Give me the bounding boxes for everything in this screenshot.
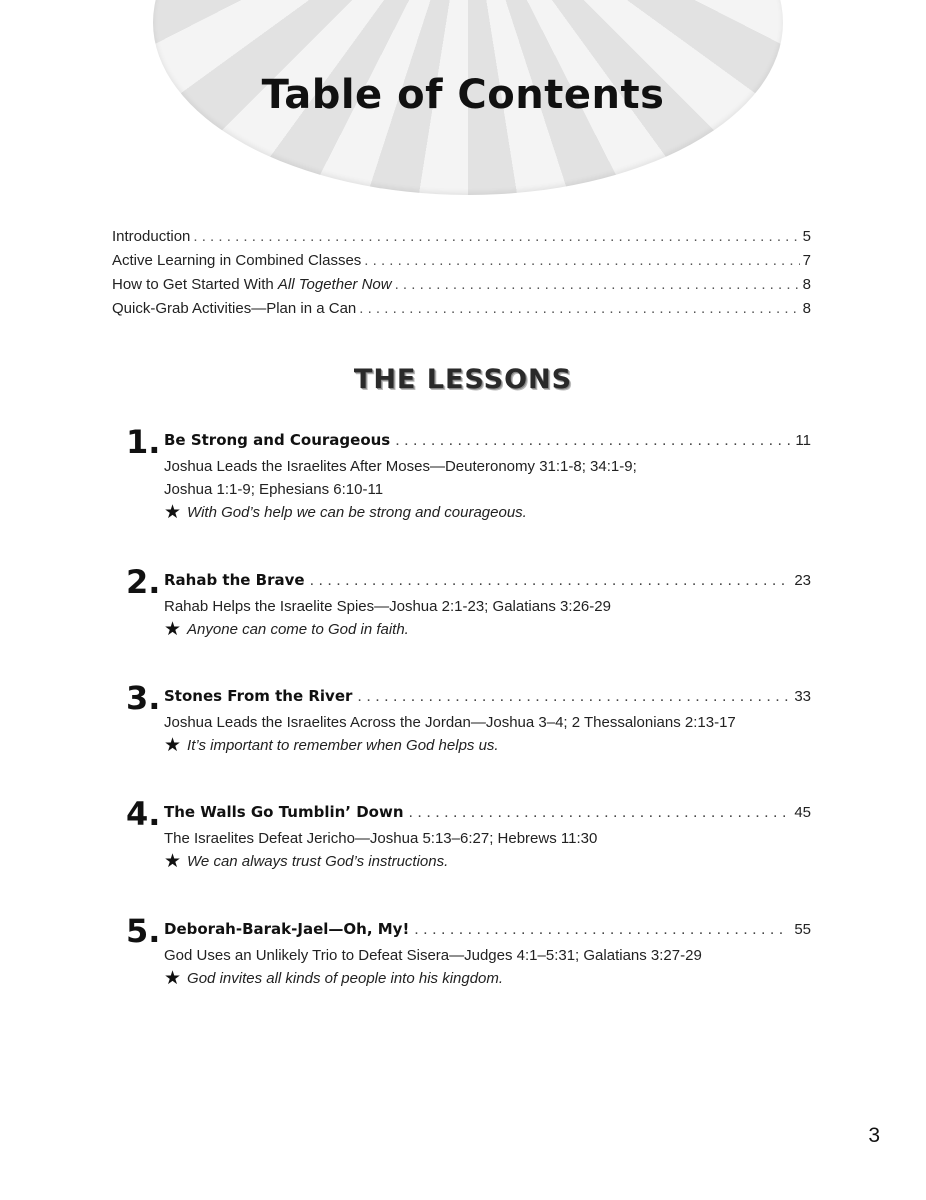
lesson-number: 5. bbox=[126, 912, 161, 950]
lesson-title: Stones From the River bbox=[164, 687, 353, 705]
dot-leader bbox=[357, 688, 789, 706]
lesson-point-text: Anyone can come to God in faith. bbox=[187, 621, 409, 638]
lesson-body bbox=[164, 687, 811, 757]
lesson-title-row bbox=[164, 803, 811, 827]
toc-entry[interactable] bbox=[112, 300, 811, 324]
lesson-description: God Uses an Unlikely Trio to Defeat Sisera—Judges 4:1–5:31; Galatians 3:27-29 bbox=[164, 947, 702, 964]
dot-leader bbox=[414, 921, 789, 939]
lesson-title: Be Strong and Courageous bbox=[164, 431, 391, 449]
page-title: Table of Contents bbox=[261, 72, 665, 118]
lesson-page: 45 bbox=[794, 804, 811, 821]
lesson-body bbox=[164, 571, 811, 641]
lesson-point-text: It’s important to remember when God helps us. bbox=[187, 737, 499, 754]
toc-entry-label-text: How to Get Started With bbox=[112, 276, 278, 293]
toc-entry-page: 8 bbox=[802, 300, 811, 317]
lesson-body bbox=[164, 920, 811, 990]
lesson-number: 1. bbox=[126, 423, 161, 461]
lesson-title-row bbox=[164, 431, 811, 455]
star-icon: ★ bbox=[164, 850, 182, 872]
lesson-page: 23 bbox=[794, 572, 811, 589]
lesson-page: 11 bbox=[795, 432, 811, 449]
toc-entry-page: 5 bbox=[802, 228, 811, 245]
toc-entry-page: 8 bbox=[802, 276, 811, 293]
toc-entry[interactable] bbox=[112, 252, 811, 276]
toc-entry[interactable] bbox=[112, 228, 811, 252]
lesson-point-text: With God’s help we can be strong and courageous. bbox=[187, 504, 527, 521]
lesson-point bbox=[164, 734, 811, 757]
dot-leader bbox=[364, 252, 799, 269]
lesson-page: 55 bbox=[794, 921, 811, 938]
star-icon: ★ bbox=[164, 734, 182, 756]
toc-entry-label: Active Learning in Combined Classes bbox=[112, 252, 362, 269]
lesson-description: Joshua Leads the Israelites Across the Jordan—Joshua 3–4; 2 Thessalonians 2:13-17 bbox=[164, 714, 736, 731]
lesson-description: Joshua Leads the Israelites After Moses—Deuteronomy 31:1-8; 34:1-9; bbox=[164, 458, 637, 475]
dot-leader bbox=[395, 276, 800, 293]
lesson-point-text: God invites all kinds of people into his kingdom. bbox=[187, 970, 504, 987]
lesson-title-row bbox=[164, 920, 811, 944]
dot-leader bbox=[395, 432, 790, 450]
lesson-description: Rahab Helps the Israelite Spies—Joshua 2:1-23; Galatians 3:26-29 bbox=[164, 598, 611, 615]
lesson-body bbox=[164, 803, 811, 873]
page-number: 3 bbox=[868, 1124, 880, 1147]
lesson-point bbox=[164, 501, 811, 524]
lesson-point bbox=[164, 967, 811, 990]
lesson-number: 4. bbox=[126, 795, 161, 833]
lesson-body bbox=[164, 431, 811, 524]
star-icon: ★ bbox=[164, 967, 182, 989]
lesson-title-row bbox=[164, 687, 811, 711]
lessons-heading: THE LESSONS bbox=[353, 364, 573, 395]
dot-leader bbox=[359, 300, 799, 317]
toc-entry-label bbox=[112, 276, 392, 293]
lesson-page: 33 bbox=[794, 688, 811, 705]
toc-entry-label: Introduction bbox=[112, 228, 191, 245]
lesson-number: 2. bbox=[126, 563, 161, 601]
lesson-title-row bbox=[164, 571, 811, 595]
lesson-point-text: We can always trust God’s instructions. bbox=[187, 853, 449, 870]
dot-leader bbox=[310, 572, 790, 590]
lesson-description: Joshua 1:1-9; Ephesians 6:10-11 bbox=[164, 481, 384, 498]
lesson-description: The Israelites Defeat Jericho—Joshua 5:13–6:27; Hebrews 11:30 bbox=[164, 830, 598, 847]
toc-entry-label: Quick-Grab Activities—Plan in a Can bbox=[112, 300, 357, 317]
star-icon: ★ bbox=[164, 501, 182, 523]
lesson-number: 3. bbox=[126, 679, 161, 717]
star-icon: ★ bbox=[164, 618, 182, 640]
toc-entry-page: 7 bbox=[802, 252, 811, 269]
lesson-point bbox=[164, 850, 811, 873]
lesson-title: Rahab the Brave bbox=[164, 571, 305, 589]
dot-leader bbox=[409, 804, 790, 822]
intro-list bbox=[112, 228, 811, 324]
lesson-title: The Walls Go Tumblin’ Down bbox=[164, 803, 404, 821]
toc-entry[interactable] bbox=[112, 276, 811, 300]
lesson-title: Deborah-Barak-Jael—Oh, My! bbox=[164, 920, 410, 938]
dot-leader bbox=[193, 228, 799, 245]
lesson-point bbox=[164, 618, 811, 641]
toc-entry-label-italic: All Together Now bbox=[277, 276, 392, 293]
